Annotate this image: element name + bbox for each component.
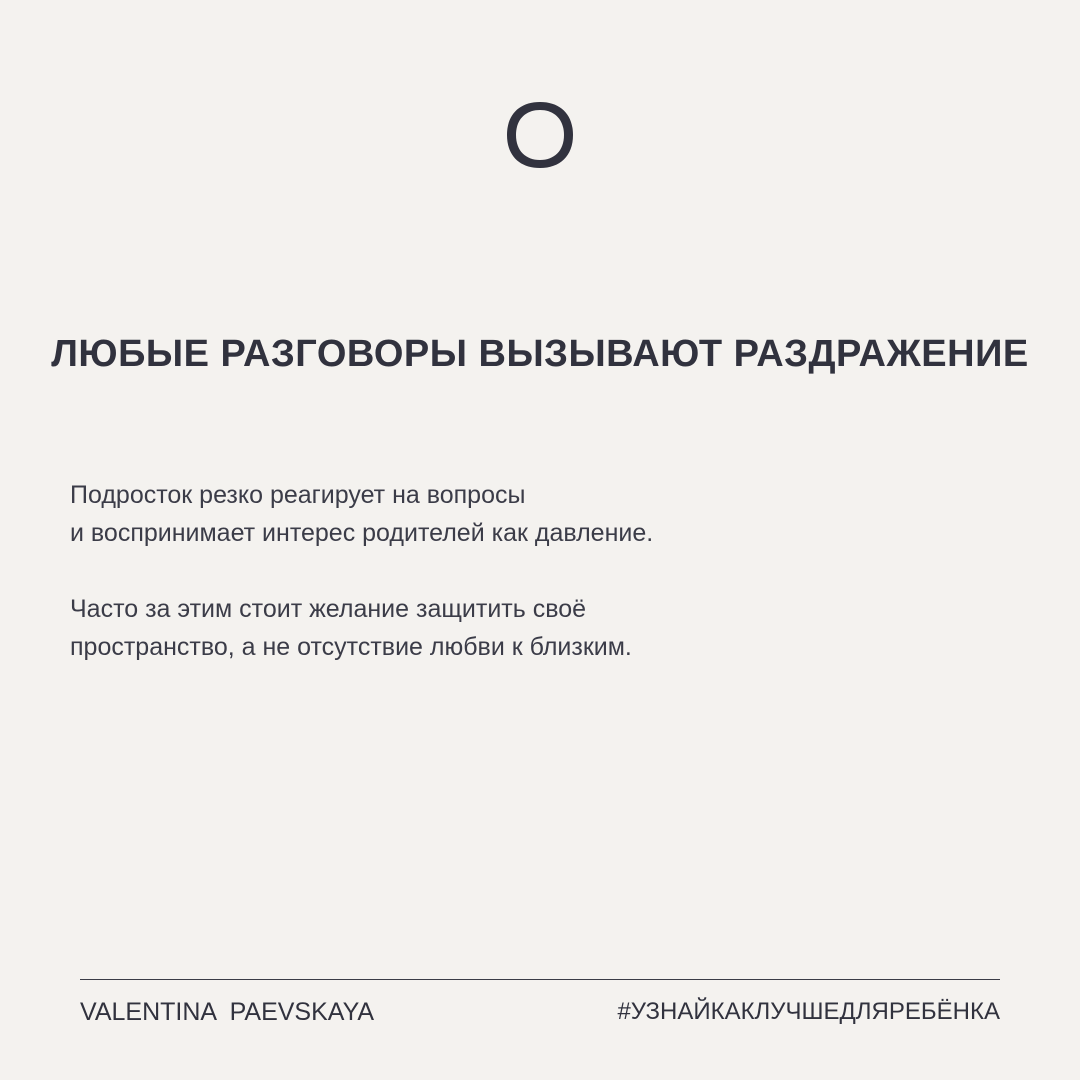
paragraph-line: и воспринимает интерес родителей как давление. bbox=[70, 519, 654, 547]
paragraph-line: пространство, а не отсутствие любви к близким. bbox=[70, 633, 632, 661]
paragraph-1 bbox=[70, 476, 1030, 552]
hashtag: #УЗНАЙКАКЛУЧШЕДЛЯРЕБЁНКА bbox=[617, 998, 1000, 1025]
body-text bbox=[70, 476, 1030, 704]
paragraph-line: Часто за этим стоит желание защитить своё bbox=[70, 595, 587, 623]
footer-divider bbox=[80, 979, 1000, 980]
paragraph-2 bbox=[70, 590, 1030, 666]
paragraph-line: Подросток резко реагирует на вопросы bbox=[70, 481, 526, 509]
ring-logo-icon bbox=[506, 101, 574, 169]
author-name: VALENTINA PAEVSKAYA bbox=[80, 998, 375, 1026]
headline: ЛЮБЫЕ РАЗГОВОРЫ ВЫЗЫВАЮТ РАЗДРАЖЕНИЕ bbox=[51, 333, 1029, 375]
